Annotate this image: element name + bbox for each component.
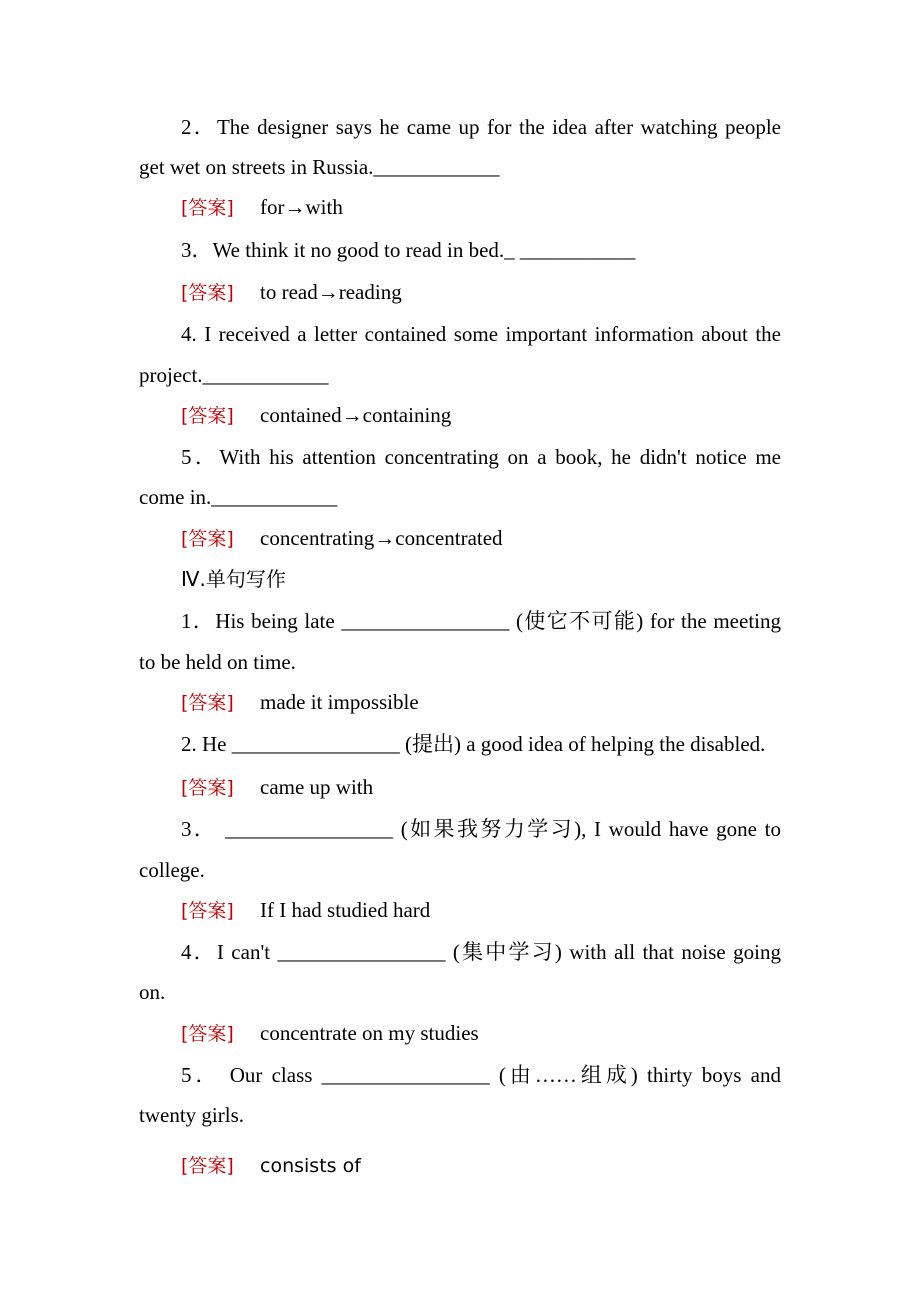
answer-label: [答案] bbox=[181, 692, 234, 714]
question-4-1-line-2: to be held on time. bbox=[139, 650, 296, 674]
question-4-3-line-1: 3． ________________ (如果我努力学习), I would have gone to bbox=[181, 817, 781, 841]
question-3-2-line-1: 2．The designer says he came up for the idea after watching people bbox=[181, 115, 781, 139]
answer-label: [答案] bbox=[181, 1155, 234, 1177]
answer-3-2 bbox=[181, 192, 781, 223]
answer-text: concentrate on my studies bbox=[260, 1021, 479, 1045]
question-3-5-line-1: 5．With his attention concentrating on a book, he didn't notice me bbox=[181, 445, 781, 469]
answer-label: [答案] bbox=[181, 900, 234, 922]
question-3-4-line-1: 4. I received a letter contained some important information about the bbox=[181, 322, 781, 346]
question-3-3-line-1: 3．We think it no good to read in bed._ ___________ bbox=[181, 238, 636, 262]
answer-3-3 bbox=[181, 277, 781, 308]
question-4-4-line-1: 4．I can't ________________ (集中学习) with all that noise going bbox=[181, 940, 781, 964]
answer-label: [答案] bbox=[181, 197, 234, 219]
answer-3-5 bbox=[181, 523, 781, 554]
section-title: Ⅳ.单句写作 bbox=[181, 567, 286, 591]
answer-3-4 bbox=[181, 400, 781, 431]
answer-text: contained→containing bbox=[260, 403, 452, 427]
answer-text: consists of bbox=[260, 1155, 361, 1177]
answer-4-4 bbox=[181, 1018, 781, 1049]
answer-4-5 bbox=[181, 1150, 781, 1181]
question-4-1-line-1: 1．His being late ________________ (使它不可能) for the meeting bbox=[181, 609, 781, 633]
answer-label: [答案] bbox=[181, 528, 234, 550]
question-4-4-line-2: on. bbox=[139, 980, 166, 1004]
answer-text: concentrating→concentrated bbox=[260, 526, 503, 550]
answer-label: [答案] bbox=[181, 1023, 234, 1045]
answer-4-1 bbox=[181, 687, 781, 718]
question-4-5-line-2: twenty girls. bbox=[139, 1103, 244, 1127]
answer-text: to read→reading bbox=[260, 280, 402, 304]
answer-4-3 bbox=[181, 895, 781, 926]
answer-label: [答案] bbox=[181, 282, 234, 304]
answer-text: for→with bbox=[260, 195, 343, 219]
question-3-2-line-2: get wet on streets in Russia.____________ bbox=[139, 155, 500, 179]
answer-4-2 bbox=[181, 772, 781, 803]
question-3-4-line-2: project.____________ bbox=[139, 363, 329, 387]
question-4-2-line-1: 2. He ________________ (提出) a good idea of helping the disabled. bbox=[181, 732, 766, 756]
answer-text: If I had studied hard bbox=[260, 898, 431, 922]
answer-text: came up with bbox=[260, 775, 374, 799]
answer-label: [答案] bbox=[181, 777, 234, 799]
answer-text: made it impossible bbox=[260, 690, 419, 714]
answer-label: [答案] bbox=[181, 405, 234, 427]
question-4-5-line-1: 5． Our class ________________ (由……组成) thirty boys and bbox=[181, 1063, 781, 1087]
question-3-5-line-2: come in.____________ bbox=[139, 485, 338, 509]
question-4-3-line-2: college. bbox=[139, 858, 205, 882]
